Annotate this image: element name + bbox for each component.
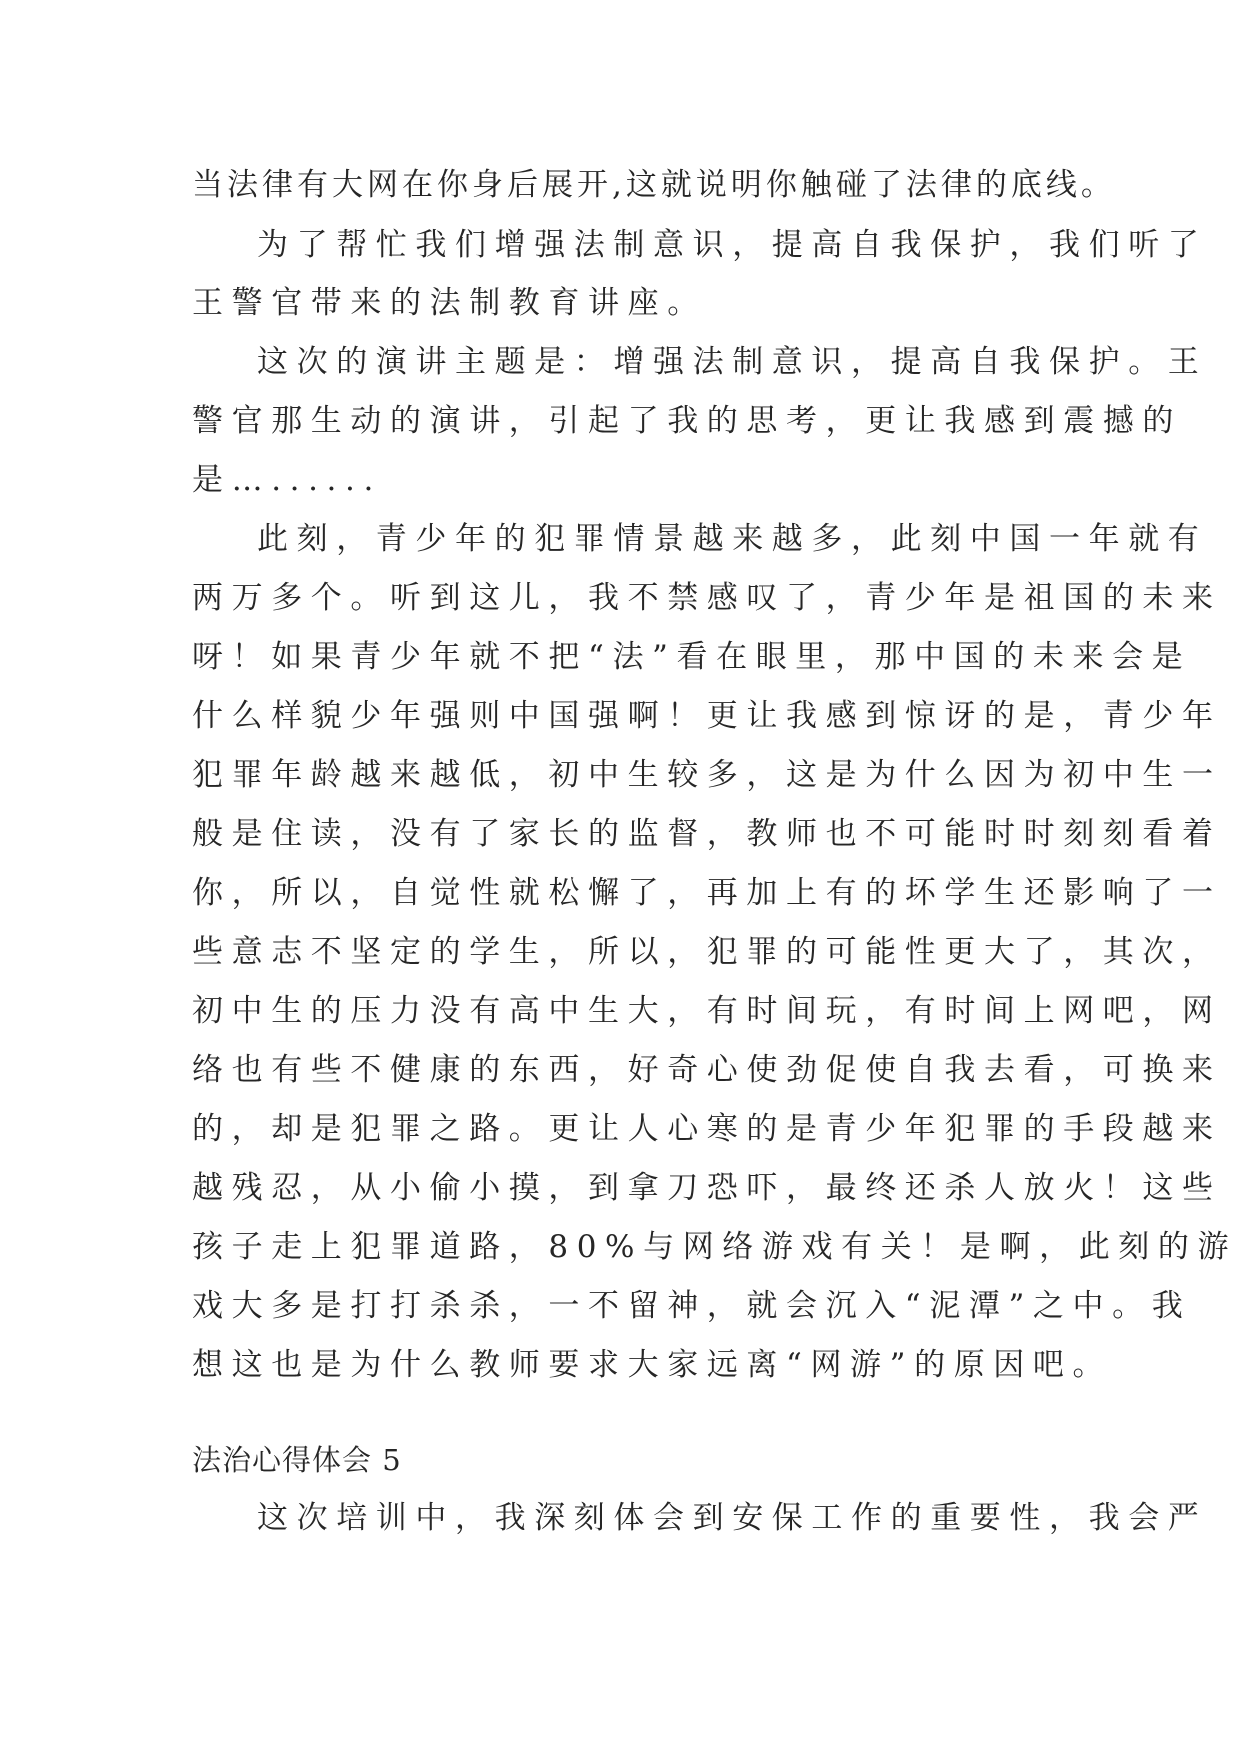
text-line: 越残忍，从小偷小摸，到拿刀恐吓，最终还杀人放火！这些	[192, 1170, 1222, 1206]
text-line: 般是住读，没有了家长的监督，教师也不可能时时刻刻看着	[192, 816, 1222, 852]
text-line: 这次培训中，我深刻体会到安保工作的重要性，我会严	[257, 1500, 1208, 1536]
text-line: 戏大多是打打杀杀，一不留神，就会沉入“泥潭”之中。我	[192, 1288, 1192, 1324]
text-line: 为了帮忙我们增强法制意识，提高自我保护，我们听了	[257, 227, 1208, 263]
text-line: 想这也是为什么教师要求大家远离“网游”的原因吧。	[192, 1347, 1113, 1383]
text-line: 初中生的压力没有高中生大，有时间玩，有时间上网吧，网	[192, 993, 1222, 1029]
text-line: 王警官带来的法制教育讲座。	[192, 285, 707, 321]
text-line: 孩子走上犯罪道路，80%与网络游戏有关！是啊，此刻的游	[192, 1229, 1238, 1265]
text-line: 些意志不坚定的学生，所以，犯罪的可能性更大了，其次，	[192, 934, 1222, 970]
text-line: 警官那生动的演讲，引起了我的思考，更让我感到震撼的	[192, 403, 1182, 439]
text-line: 呀！如果青少年就不把“法”看在眼里，那中国的未来会是	[192, 639, 1192, 675]
text-line: 两万多个。听到这儿，我不禁感叹了，青少年是祖国的未来	[192, 580, 1222, 616]
text-line: 络也有些不健康的东西，好奇心使劲促使自我去看，可换来	[192, 1052, 1222, 1088]
section-heading: 法治心得体会 5	[192, 1443, 402, 1477]
text-line: 什么样貌少年强则中国强啊！更让我感到惊讶的是，青少年	[192, 698, 1222, 734]
text-line: 这次的演讲主题是：增强法制意识，提高自我保护。王	[257, 344, 1208, 380]
text-line: 你，所以，自觉性就松懈了，再加上有的坏学生还影响了一	[192, 875, 1222, 911]
text-line: 的，却是犯罪之路。更让人心寒的是青少年犯罪的手段越来	[192, 1111, 1222, 1147]
text-line: 此刻，青少年的犯罪情景越来越多，此刻中国一年就有	[257, 521, 1208, 557]
text-line: 犯罪年龄越来越低，初中生较多，这是为什么因为初中生一	[192, 757, 1222, 793]
text-line: 当法律有大网在你身后展开,这就说明你触碰了法律的底线。	[192, 167, 1116, 203]
text-line: 是…......	[192, 462, 382, 498]
